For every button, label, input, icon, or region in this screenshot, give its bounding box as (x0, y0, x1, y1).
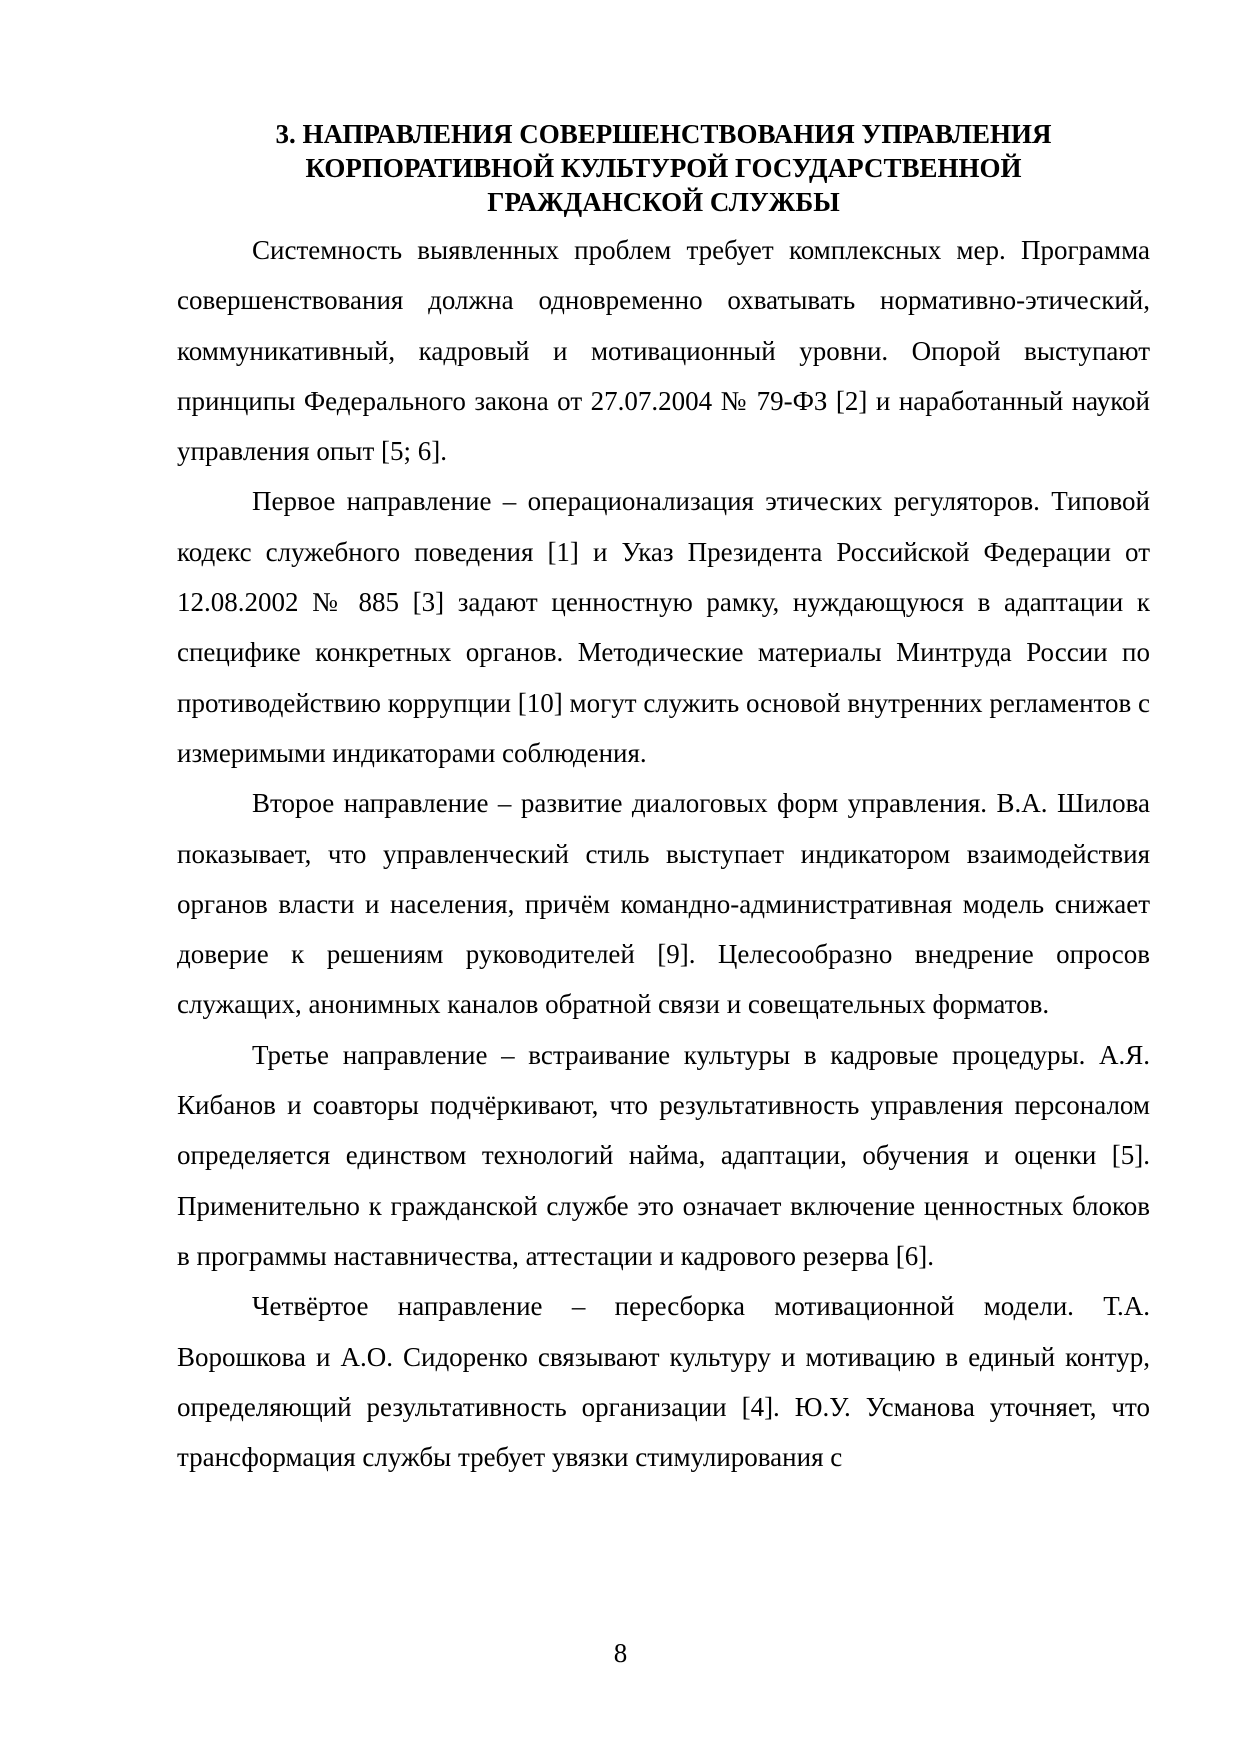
page-number: 8 (613, 1638, 628, 1668)
body-text (177, 225, 1150, 1482)
paragraph-fourth-direction: Четвёртое направление – пересборка мотивационной модели. Т.А. Ворошкова и А.О. Сидоренко связывают культуру и мотивацию в единый контур, определяющий результативность организации [4]. Ю.У. Усманова уточняет, что трансформация службы требует увязки стимулирования с (177, 1291, 1150, 1473)
section-heading-line-3: ГРАЖДАНСКОЙ СЛУЖБЫ (487, 187, 840, 217)
section-heading (177, 117, 1150, 219)
paragraph-intro: Системность выявленных проблем требует комплексных мер. Программа совершенствования должна одновременно охватывать нормативно-этический, коммуникативный, кадровый и мотивационный уровни. Опорой выступают принципы Федерального закона от 27.07.2004 № 79-ФЗ [2] и наработанный наукой управления опыт [5; 6]. (177, 235, 1150, 467)
paragraph-first-direction: Первое направление – операционализация этических регуляторов. Типовой кодекс служебного поведения [1] и Указ Президента Российской Федерации от 12.08.2002 № 885 [3] задают ценностную рамку, нуждающуюся в адаптации к специфике конкретных органов. Методические материалы Минтруда России по противодействию коррупции [10] могут служить основой внутренних регламентов с измеримыми индикаторами соблюдения. (177, 486, 1150, 768)
paragraph-third-direction: Третье направление – встраивание культуры в кадровые процедуры. А.Я. Кибанов и соавторы подчёркивают, что результативность управления персоналом определяется единством технологий найма, адаптации, обучения и оценки [5]. Применительно к гражданской службе это означает включение ценностных блоков в программы наставничества, аттестации и кадрового резерва [6]. (177, 1039, 1150, 1271)
paragraph-second-direction: Второе направление – развитие диалоговых форм управления. В.А. Шилова показывает, что управленческий стиль выступает индикатором взаимодействия органов власти и населения, причём командно-административная модель снижает доверие к решениям руководителей [9]. Целесообразно внедрение опросов служащих, анонимных каналов обратной связи и совещательных форматов. (177, 788, 1150, 1020)
section-heading-line-1: 3. НАПРАВЛЕНИЯ СОВЕРШЕНСТВОВАНИЯ УПРАВЛЕНИЯ (275, 119, 1052, 149)
section-heading-line-2: КОРПОРАТИВНОЙ КУЛЬТУРОЙ ГОСУДАРСТВЕННОЙ (305, 153, 1022, 183)
